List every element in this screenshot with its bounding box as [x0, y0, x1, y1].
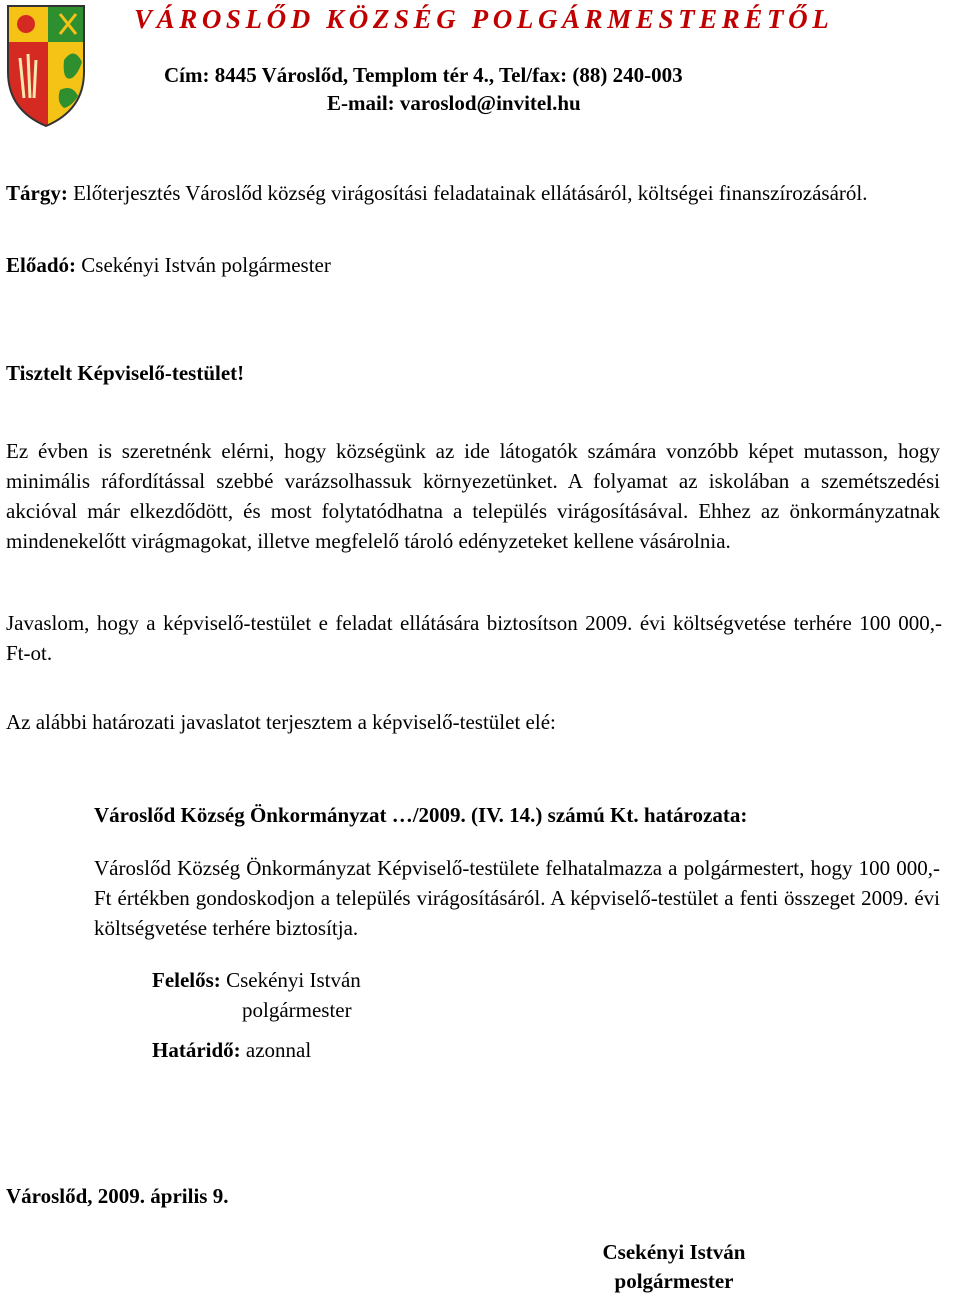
signature-block	[586, 1238, 762, 1296]
responsible-label: Felelős:	[152, 968, 221, 992]
speaker-line	[6, 250, 331, 280]
subject-line	[6, 178, 952, 208]
coat-of-arms-logo	[4, 2, 88, 130]
responsible-name: Csekényi István	[226, 968, 361, 992]
signature-name: Csekényi István	[602, 1240, 746, 1264]
letterhead-title: VÁROSLŐD KÖZSÉG POLGÁRMESTERÉTŐL	[134, 4, 834, 34]
letterhead-address: Cím: 8445 Városlőd, Templom tér 4., Tel/fax: (88) 240-003	[164, 63, 683, 87]
signature-role: polgármester	[614, 1269, 734, 1293]
speaker-text: Csekényi István polgármester	[81, 253, 331, 277]
paragraph-resolution-intro: Az alábbi határozati javaslatot terjesztem a képviselő-testület elé:	[6, 710, 556, 734]
subject-label: Tárgy:	[6, 181, 68, 205]
resolution-title: Városlőd Község Önkormányzat …/2009. (IV. 14.) számú Kt. határozata:	[94, 803, 748, 827]
deadline-value: azonnal	[245, 1038, 312, 1062]
responsible-role: polgármester	[242, 998, 352, 1022]
letterhead-email: E-mail: varoslod@invitel.hu	[327, 91, 581, 115]
speaker-label: Előadó:	[6, 253, 77, 277]
resolution-body: Városlőd Község Önkormányzat Képviselő-testülete felhatalmazza a polgármestert, hogy 100 000,- Ft értékben gondoskodjon a település virágosításáról. A képviselő-testület a fenti összeget 2009. évi költségvetése terhére biztosítja.	[94, 856, 940, 940]
paragraph-proposal: Javaslom, hogy a képviselő-testület e feladat ellátására biztosítson 2009. évi költségvetése terhére 100 000,- Ft-ot.	[6, 611, 942, 665]
deadline-label: Határidő:	[152, 1038, 241, 1062]
place-date: Városlőd, 2009. április 9.	[6, 1184, 229, 1208]
paragraph-intro: Ez évben is szeretnénk elérni, hogy községünk az ide látogatók számára vonzóbb képet mutasson, hogy minimális ráfordítással szebbé varázsolhassuk környezetünket. A folyamat az iskolában a szemétszedési akcióval már elkezdődött, és most folytatódhatna a település virágosításával. Ehhez az önkormányzatnak mindenekelőtt virágmagokat, illetve megfelelő tároló edényzeteket kellene vásárolnia.	[6, 439, 940, 553]
greeting: Tisztelt Képviselő-testület!	[6, 361, 245, 385]
deadline-line	[152, 1035, 311, 1065]
responsible-block	[152, 965, 361, 1025]
subject-text: Előterjesztés Városlőd község virágosítási feladatainak ellátásáról, költségei finanszírozásáról.	[73, 181, 868, 205]
